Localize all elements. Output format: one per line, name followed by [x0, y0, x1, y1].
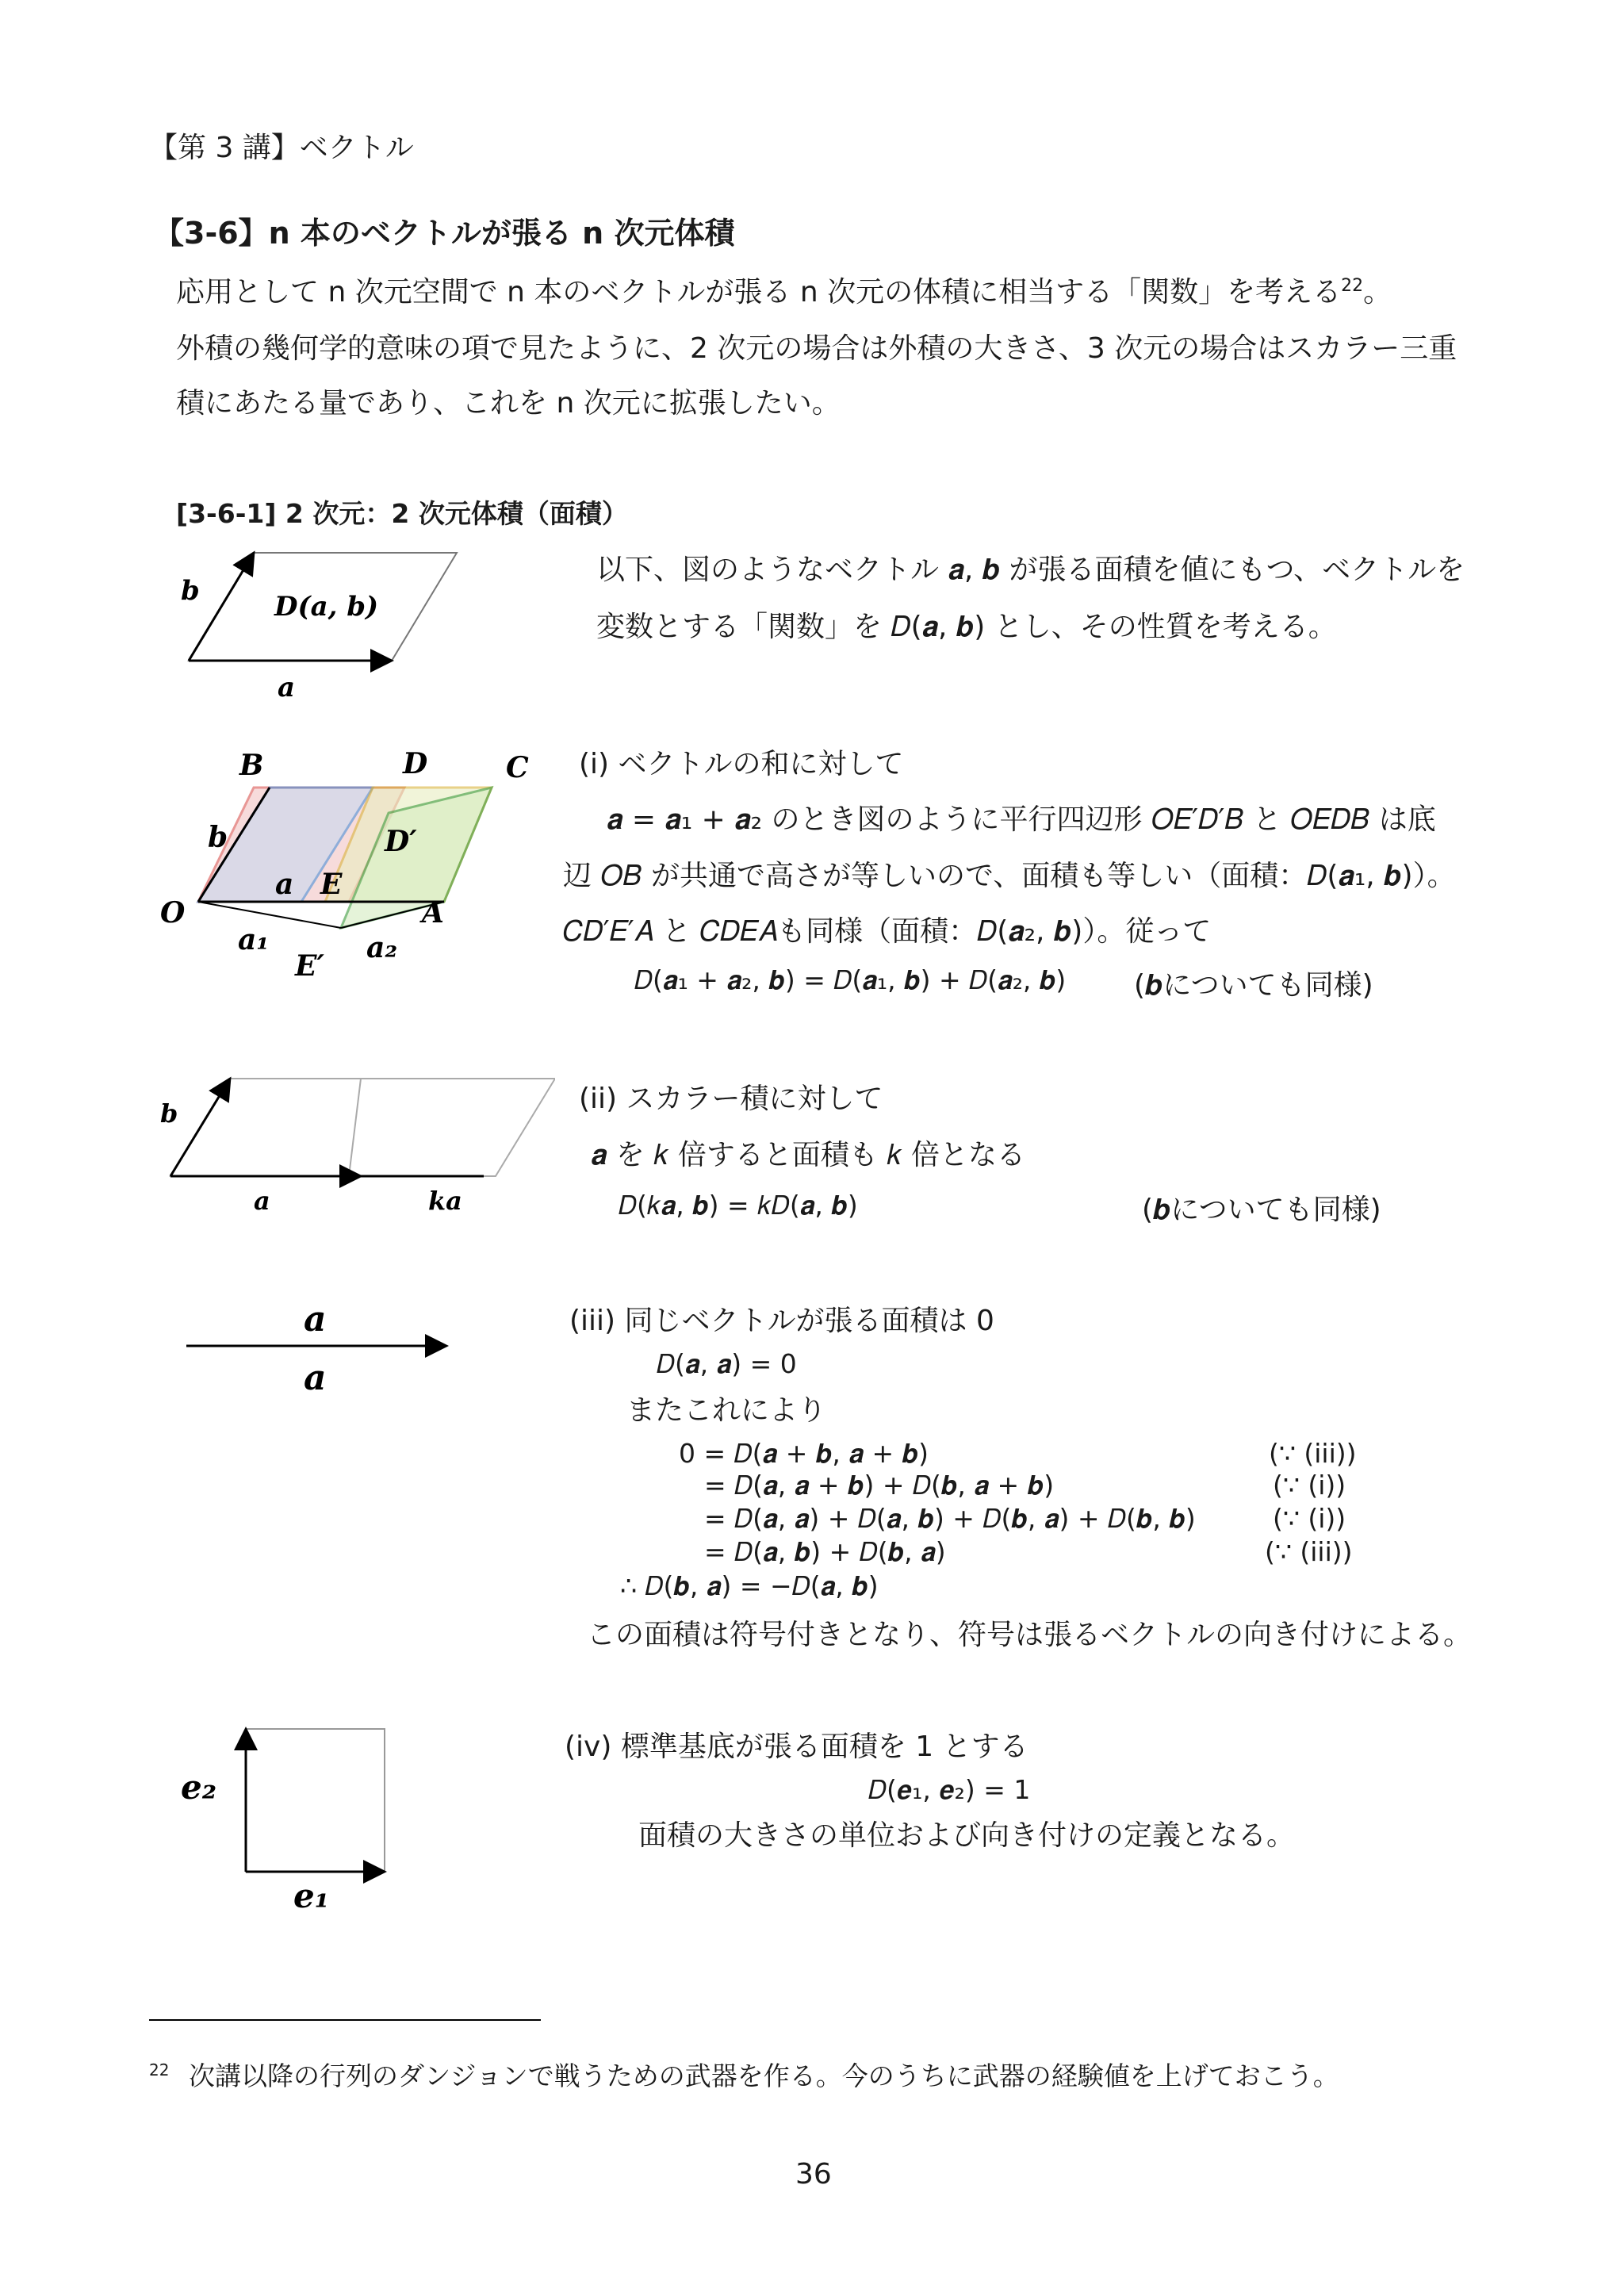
section-title: 【3-6】n 本のベクトルが張る n 次元体積: [154, 216, 735, 251]
intro-line-1-text: 応用として n 次元空間で n 本のベクトルが張る n 次元の体積に相当する「関数」を考える: [176, 276, 1342, 309]
derivation-reason-4: (∵ (iii)): [1265, 1536, 1353, 1567]
subsection-desc-2: 変数とする「関数」を 𝐷(𝒂, 𝒃) とし、その性質を考える。: [596, 611, 1337, 643]
intro-line-2: 外積の幾何学的意味の項で見たように、2 次元の場合は外積の大きさ、3 次元の場合はスカラー三重: [176, 332, 1457, 365]
page-number: 36: [795, 2158, 832, 2191]
label-b: b: [208, 821, 228, 854]
derivation-reason-3: (∵ (i)): [1273, 1503, 1346, 1534]
prop-iii-line-1: またこれにより: [626, 1394, 827, 1427]
label-a: a: [278, 672, 296, 703]
prop-i-line-3: 𝐶𝐷′𝐸′𝐴 と 𝐶𝐷𝐸𝐴も同様（面積：𝐷(𝒂₂, 𝒃)）。従って: [563, 915, 1212, 948]
label-D: D: [403, 747, 428, 780]
subsection-title: [3-6-1] 2 次元：2 次元体積（面積）: [176, 498, 628, 529]
label-C: C: [506, 751, 529, 784]
label-O: O: [160, 896, 186, 930]
intro-line-1-end: 。: [1363, 276, 1392, 309]
derivation-reason-2: (∵ (i)): [1273, 1470, 1346, 1501]
same-vector-figure: [178, 1293, 464, 1404]
footnote-ref[interactable]: 22: [1341, 276, 1364, 296]
label-a-bottom: a: [304, 1358, 327, 1398]
label-D: D(a, b): [274, 591, 379, 623]
label-Dprime: D′: [385, 825, 417, 858]
chapter-header: 【第 3 講】ベクトル: [149, 132, 414, 164]
prop-ii-formula: 𝐷(𝑘𝒂, 𝒃) = 𝑘𝐷(𝒂, 𝒃): [619, 1190, 858, 1221]
prop-iv-formula: 𝐷(𝒆₁, 𝒆₂) = 1: [868, 1774, 1031, 1805]
intro-line-3: 積にあたる量であり、これを n 次元に拡張したい。: [176, 387, 841, 420]
label-b: b: [181, 575, 200, 607]
standard-basis-figure: [174, 1713, 412, 1919]
footnote-mark: 22: [149, 2060, 170, 2079]
derivation-step-4: = 𝐷(𝒂, 𝒃) + 𝐷(𝒃, 𝒂): [704, 1536, 946, 1567]
label-a2: a₂: [366, 931, 398, 964]
prop-i-line-1: 𝒂 = 𝒂₁ + 𝒂₂ のとき図のように平行四辺形 𝑂𝐸′𝐷′𝐵 と 𝑂𝐸𝐷𝐵 は底: [607, 803, 1436, 836]
scalar-multiple-figure: [151, 1067, 555, 1217]
derivation-reason-1: (∵ (iii)): [1269, 1438, 1357, 1469]
intro-line-1: [176, 270, 1392, 310]
footnote: [149, 2056, 1339, 2093]
label-ka: ka: [428, 1186, 462, 1216]
label-E: E: [320, 868, 343, 901]
derivation-step-1: 0 = 𝐷(𝒂 + 𝒃, 𝒂 + 𝒃): [679, 1438, 929, 1469]
label-a: a: [275, 868, 294, 901]
label-a-top: a: [304, 1299, 327, 1340]
prop-ii-line-1: 𝒂 を 𝑘 倍すると面積も 𝑘 倍となる: [591, 1139, 1026, 1171]
vector-sum-figure: [151, 734, 539, 995]
derivation-conclusion: ∴ 𝐷(𝒃, 𝒂) = −𝐷(𝒂, 𝒃): [620, 1570, 879, 1601]
prop-iv-heading: (iv) 標準基底が張る面積を 1 とする: [565, 1731, 1028, 1763]
prop-ii-note: (𝒃についても同様): [1142, 1194, 1381, 1226]
label-A: A: [422, 896, 444, 930]
parallelogram-figure: [167, 539, 476, 706]
prop-ii-heading: (ii) スカラー積に対して: [579, 1083, 883, 1115]
label-a: a: [254, 1186, 270, 1216]
derivation-step-3: = 𝐷(𝒂, 𝒂) + 𝐷(𝒂, 𝒃) + 𝐷(𝒃, 𝒂) + 𝐷(𝒃, 𝒃): [704, 1503, 1196, 1534]
prop-iii-line-2: この面積は符号付きとなり、符号は張るベクトルの向き付けによる。: [587, 1619, 1473, 1651]
footnote-text: 次講以降の行列のダンジョンで戦うための武器を作る。今のうちに武器の経験値を上げておこう。: [188, 2060, 1339, 2091]
prop-i-line-2: 辺 𝑂𝐵 が共通で高さが等しいので、面積も等しい（面積：𝐷(𝒂₁, 𝒃)）。: [563, 860, 1456, 892]
prop-i-note: (𝒃についても同様): [1134, 969, 1373, 1002]
label-a1: a₁: [238, 923, 270, 956]
derivation-step-2: = 𝐷(𝒂, 𝒂 + 𝒃) + 𝐷(𝒃, 𝒂 + 𝒃): [704, 1470, 1055, 1501]
prop-iii-formula: 𝐷(𝒂, 𝒂) = 0: [657, 1348, 797, 1379]
prop-i-heading: (i) ベクトルの和に対して: [579, 748, 904, 780]
subsection-desc-1: 以下、図のようなベクトル 𝒂, 𝒃 が張る面積を値にもつ、ベクトルを: [596, 554, 1465, 586]
prop-iv-line-1: 面積の大きさの単位および向き付けの定義となる。: [638, 1819, 1296, 1852]
label-e1: e₁: [293, 1876, 330, 1915]
footnote-divider: [149, 2019, 541, 2021]
label-e2: e₂: [181, 1768, 217, 1807]
prop-iii-heading: (iii) 同じベクトルが張る面積は 0: [569, 1305, 994, 1337]
prop-i-formula: 𝐷(𝒂₁ + 𝒂₂, 𝒃) = 𝐷(𝒂₁, 𝒃) + 𝐷(𝒂₂, 𝒃): [634, 964, 1067, 995]
label-Eprime: E′: [295, 949, 324, 983]
label-b: b: [160, 1098, 178, 1129]
label-B: B: [239, 749, 264, 782]
